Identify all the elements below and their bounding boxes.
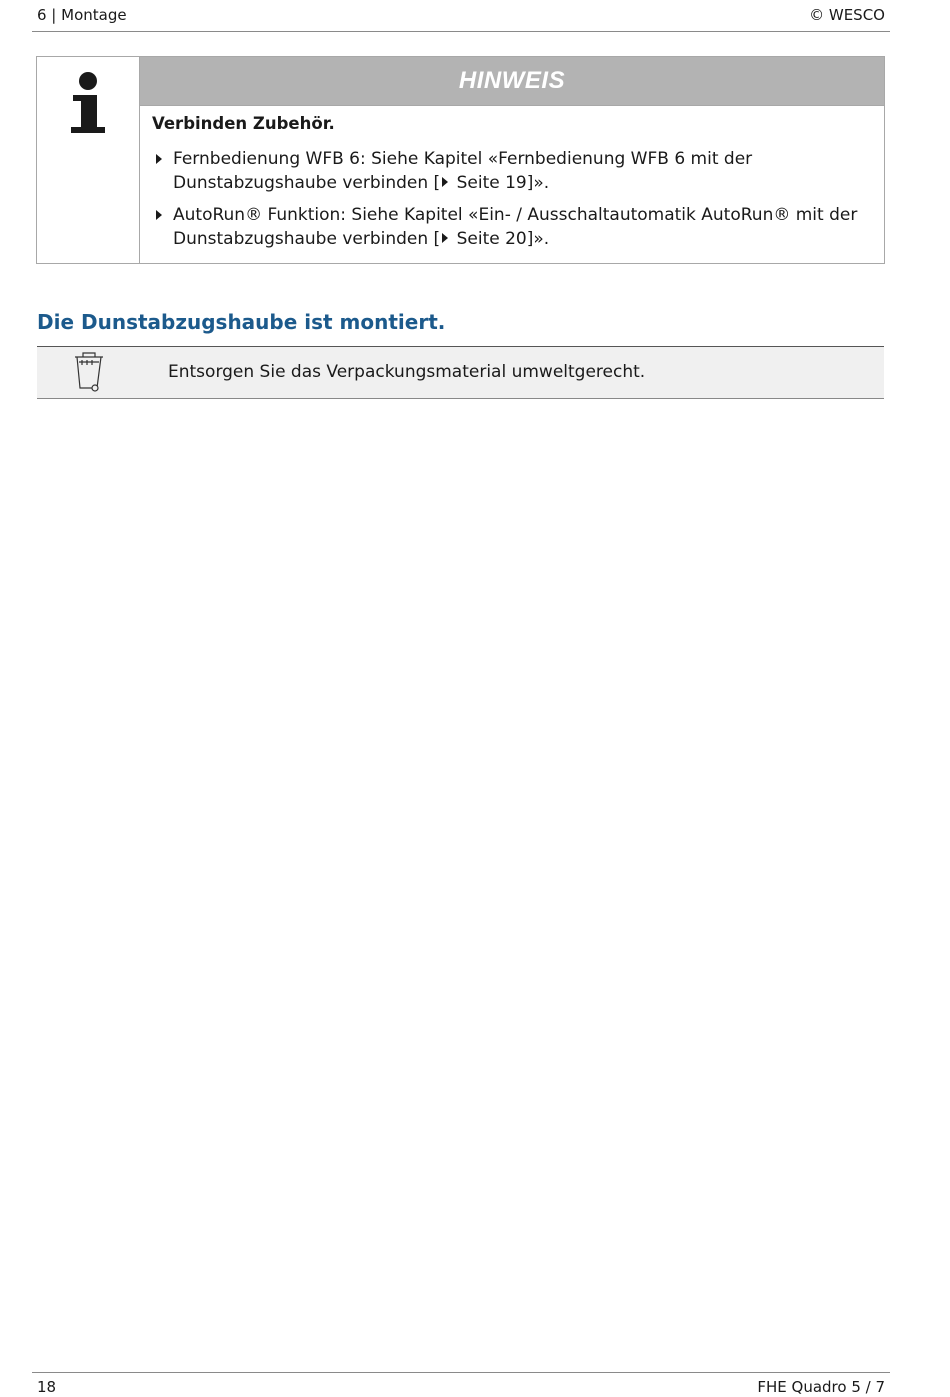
- notice-title: HINWEIS: [140, 57, 884, 106]
- header-divider: [32, 31, 890, 32]
- info-icon: [69, 71, 109, 137]
- environment-text: Entsorgen Sie das Verpackungsmaterial umweltgerecht.: [168, 362, 646, 382]
- copyright-label: © WESCO: [809, 6, 885, 24]
- page-reference-link[interactable]: Seite 19]».: [451, 173, 550, 193]
- list-item-line1: Fernbedienung WFB 6: Siehe Kapitel «Fernbedienung WFB 6 mit der: [173, 149, 753, 169]
- link-arrow-icon: [442, 233, 448, 243]
- notice-content: [152, 113, 872, 259]
- list-item-line2: Dunstabzugshaube verbinden [ Seite 19]».: [173, 173, 550, 193]
- waste-bin-icon: [71, 350, 107, 394]
- bullet-arrow-icon: [156, 210, 162, 220]
- environment-note: [37, 346, 884, 399]
- product-name: FHE Quadro 5 / 7: [757, 1378, 885, 1396]
- page-number: 18: [37, 1378, 57, 1396]
- list-item: [152, 147, 872, 195]
- section-title: Die Dunstabzugshaube ist montiert.: [37, 310, 446, 334]
- page-header: [37, 5, 885, 25]
- page-footer: [37, 1377, 885, 1397]
- list-item-line1: AutoRun® Funktion: Siehe Kapitel «Ein- / Ausschaltautomatik AutoRun® mit der: [173, 205, 858, 225]
- page-reference-link[interactable]: Seite 20]».: [451, 229, 550, 249]
- notice-icon-cell: [37, 57, 140, 263]
- link-arrow-icon: [442, 177, 448, 187]
- list-item: [152, 203, 872, 251]
- notice-box: [36, 56, 885, 264]
- notice-heading: Verbinden Zubehör.: [152, 114, 335, 133]
- chapter-label: 6 | Montage: [37, 6, 127, 24]
- list-item-line2: Dunstabzugshaube verbinden [ Seite 20]».: [173, 229, 550, 249]
- footer-divider: [32, 1372, 890, 1373]
- bullet-arrow-icon: [156, 154, 162, 164]
